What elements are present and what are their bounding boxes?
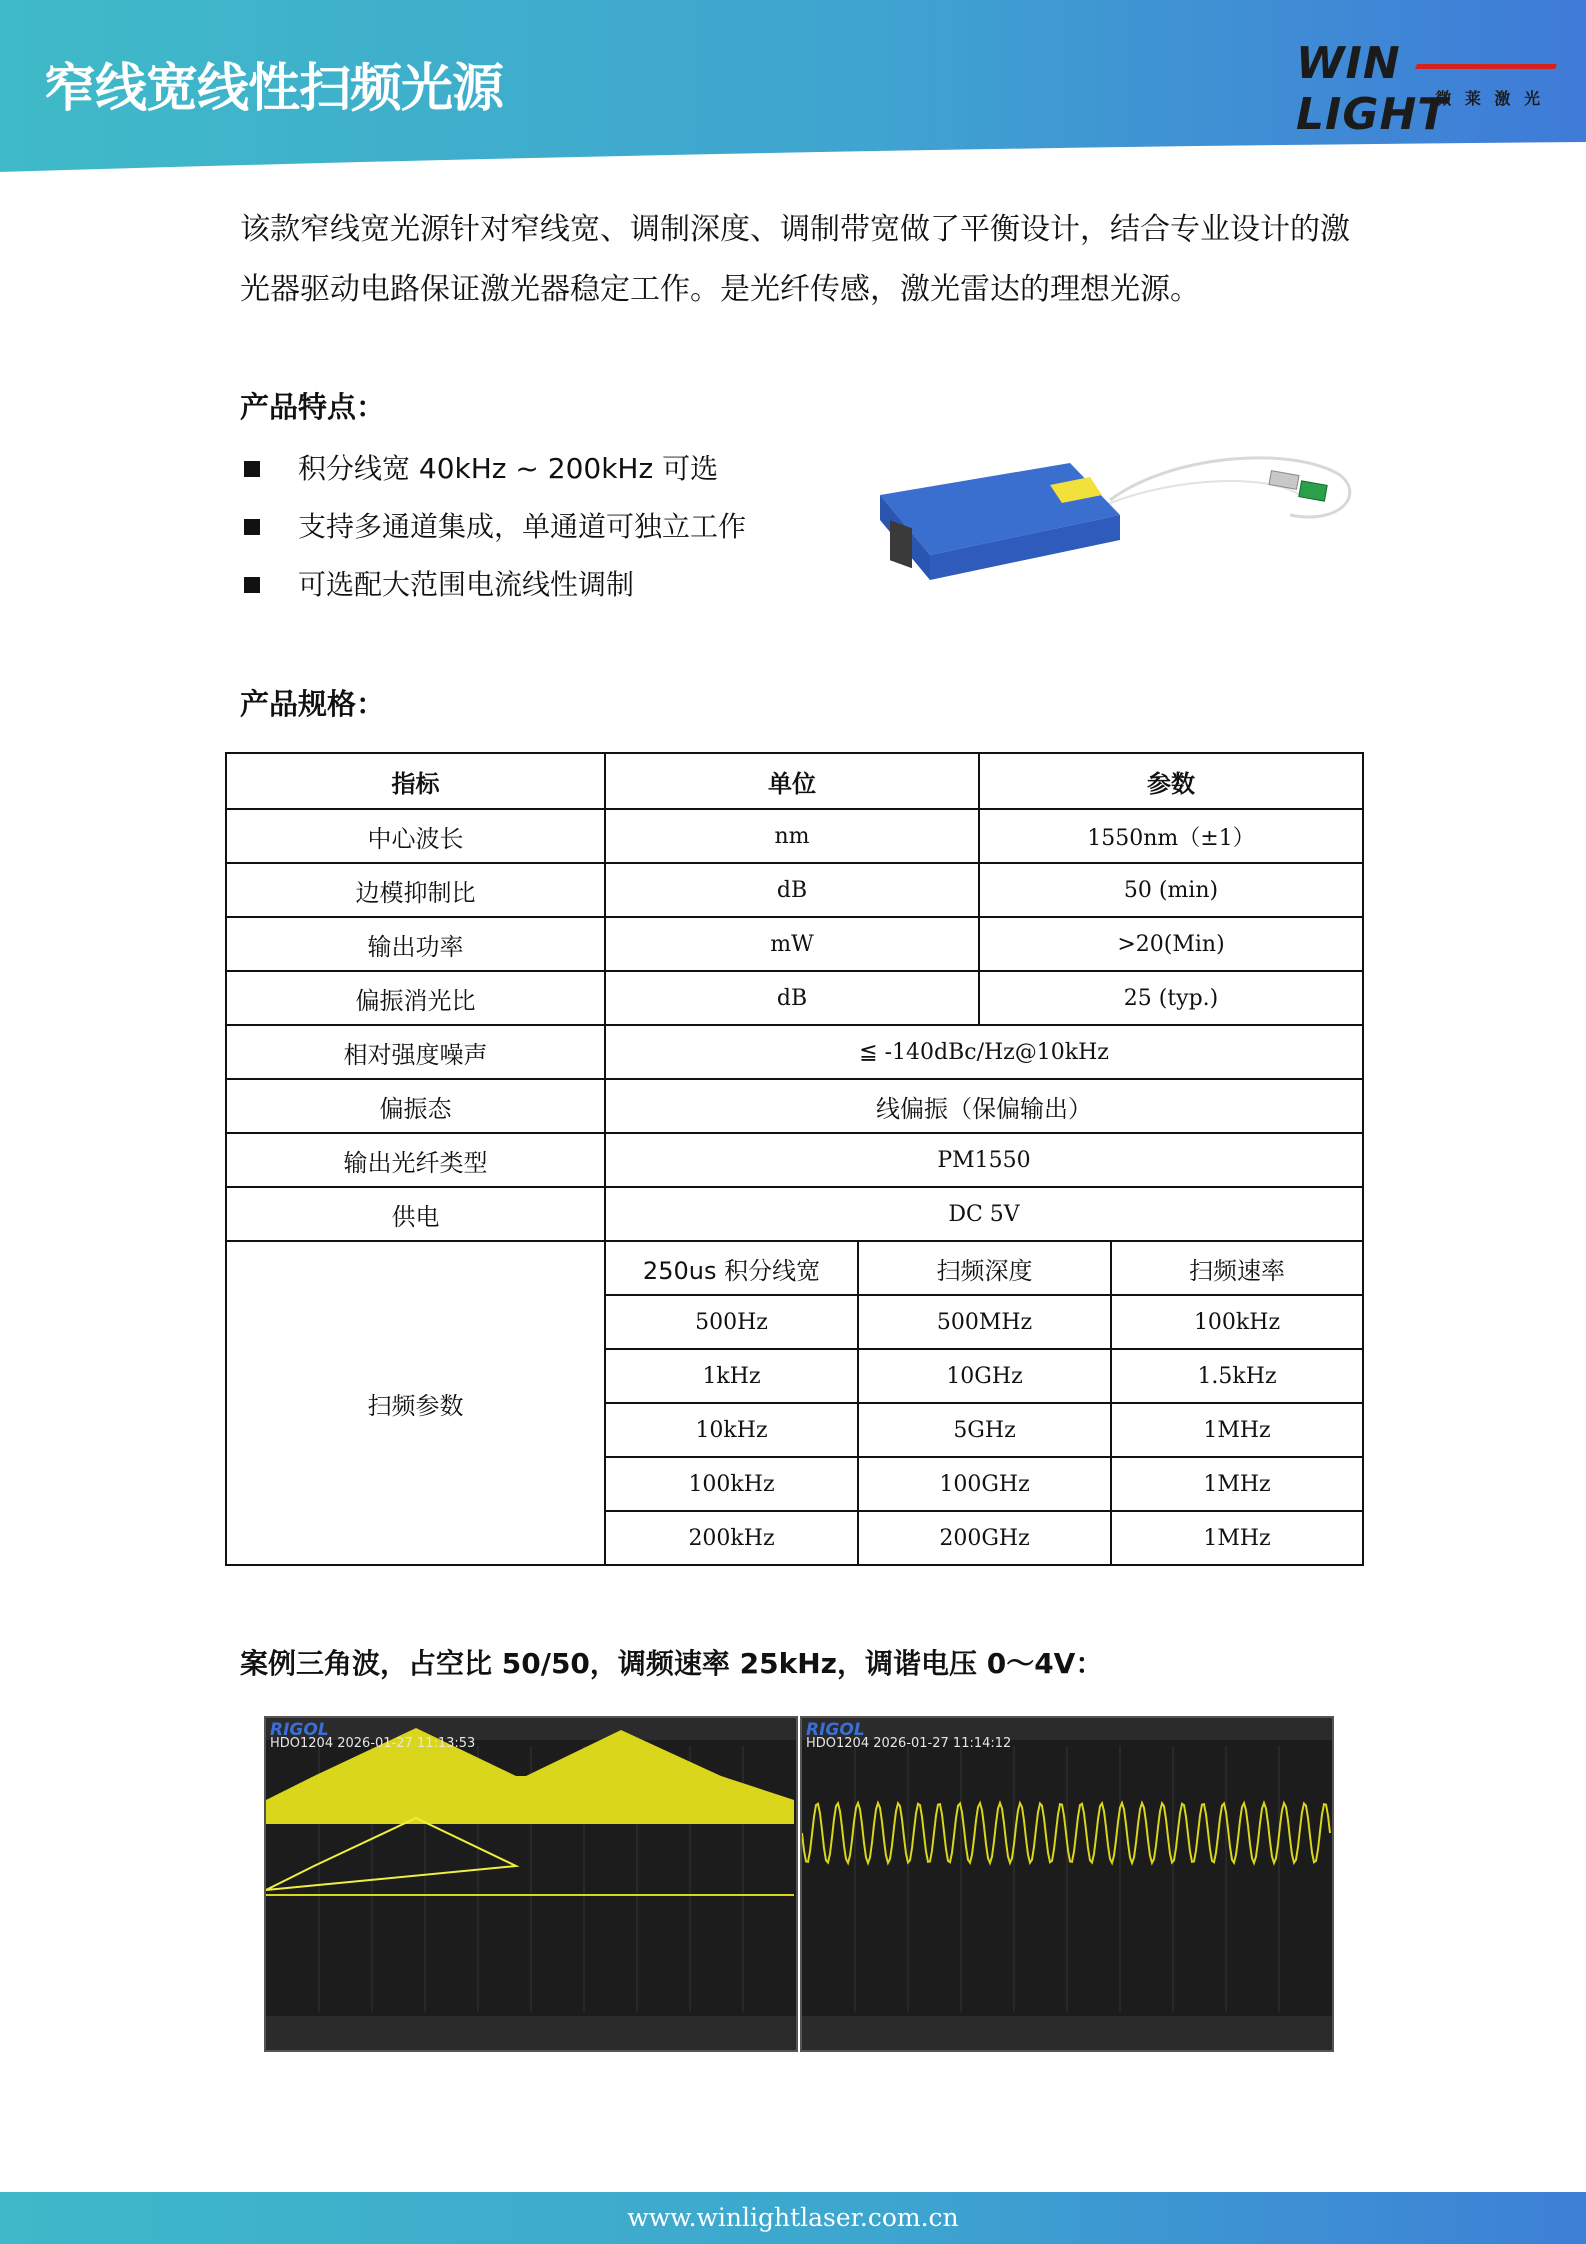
sweep-linewidth: 500Hz xyxy=(605,1295,858,1349)
spec-name: 输出光纤类型 xyxy=(226,1133,605,1187)
header-cell: 参数 xyxy=(979,753,1363,809)
square-bullet-icon xyxy=(244,577,260,593)
spec-value: >20(Min) xyxy=(979,917,1363,971)
brand-logo xyxy=(1296,38,1558,140)
sweep-linewidth: 100kHz xyxy=(605,1457,858,1511)
sweep-depth: 10GHz xyxy=(858,1349,1111,1403)
feature-item: 支持多通道集成，单通道可独立工作 xyxy=(240,498,746,556)
spec-name: 偏振消光比 xyxy=(226,971,605,1025)
spec-name: 偏振态 xyxy=(226,1079,605,1133)
sweep-depth: 500MHz xyxy=(858,1295,1111,1349)
sweep-linewidth: 200kHz xyxy=(605,1511,858,1565)
sine-waveform-plot xyxy=(802,1718,1332,2050)
features-list xyxy=(240,440,746,614)
sweep-header-cell: 250us 积分线宽 xyxy=(605,1241,858,1295)
sweep-header-cell: 扫频深度 xyxy=(858,1241,1111,1295)
oscilloscope-screenshot-sine xyxy=(800,1716,1334,2052)
sweep-rate: 1.5kHz xyxy=(1111,1349,1363,1403)
triangle-waveform-plot xyxy=(266,1718,796,2050)
features-heading: 产品特点： xyxy=(240,390,386,424)
product-image xyxy=(870,445,1360,625)
feature-item: 积分线宽 40kHz ~ 200kHz 可选 xyxy=(240,440,746,498)
table-row xyxy=(226,863,1363,917)
spec-table xyxy=(225,752,1364,1566)
sweep-header-row xyxy=(226,1241,1363,1295)
specs-heading: 产品规格： xyxy=(240,687,386,721)
sweep-rate: 1MHz xyxy=(1111,1457,1363,1511)
table-row xyxy=(226,1133,1363,1187)
spec-name: 供电 xyxy=(226,1187,605,1241)
spec-name: 相对强度噪声 xyxy=(226,1025,605,1079)
scope-timestamp: HDO1204 2026-01-27 11:14:12 xyxy=(806,1736,1012,1751)
intro-paragraph: 该款窄线宽光源针对窄线宽、调制深度、调制带宽做了平衡设计，结合专业设计的激光器驱动电路保证激光器稳定工作。是光纤传感，激光雷达的理想光源。 xyxy=(240,212,1350,307)
square-bullet-icon xyxy=(244,519,260,535)
logo-subtitle: 微 莱 激 光 xyxy=(1435,89,1544,108)
spec-unit: dB xyxy=(605,971,979,1025)
square-bullet-icon xyxy=(244,461,260,477)
spec-unit: nm xyxy=(605,809,979,863)
spec-value: 25 (typ.) xyxy=(979,971,1363,1025)
header-cell: 指标 xyxy=(226,753,605,809)
table-row xyxy=(226,971,1363,1025)
spec-value: DC 5V xyxy=(605,1187,1363,1241)
spec-value: 线偏振（保偏输出） xyxy=(605,1079,1363,1133)
table-row xyxy=(226,1079,1363,1133)
footer-website-link[interactable]: www.winlightlaser.com.cn xyxy=(627,2203,959,2232)
sweep-linewidth: 1kHz xyxy=(605,1349,858,1403)
table-row xyxy=(226,1025,1363,1079)
spec-name: 中心波长 xyxy=(226,809,605,863)
spec-unit: dB xyxy=(605,863,979,917)
sweep-depth: 5GHz xyxy=(858,1403,1111,1457)
sweep-rate: 1MHz xyxy=(1111,1511,1363,1565)
page-footer xyxy=(0,2192,1586,2244)
scope-brand: RIGOL xyxy=(806,1720,865,1740)
case-heading: 案例三角波，占空比 50/50，调频速率 25kHz，调谐电压 0～4V： xyxy=(240,1647,1104,1680)
spec-unit: mW xyxy=(605,917,979,971)
spec-value: ≦ -140dBc/Hz@10kHz xyxy=(605,1025,1363,1079)
sweep-depth: 200GHz xyxy=(858,1511,1111,1565)
spec-value: PM1550 xyxy=(605,1133,1363,1187)
scope-brand: RIGOL xyxy=(270,1720,329,1740)
table-row xyxy=(226,917,1363,971)
sine-trace xyxy=(802,1803,1330,1863)
sweep-rate: 100kHz xyxy=(1111,1295,1363,1349)
logo-red-stripe xyxy=(1415,64,1557,69)
oscilloscope-screenshot-triangle xyxy=(264,1716,798,2052)
header-cell: 单位 xyxy=(605,753,979,809)
logo-text: WIN LIGHT xyxy=(1296,38,1449,140)
page-title: 窄线宽线性扫频光源 xyxy=(44,59,504,119)
feature-item: 可选配大范围电流线性调制 xyxy=(240,556,746,614)
sweep-rate: 1MHz xyxy=(1111,1403,1363,1457)
table-row xyxy=(226,809,1363,863)
spec-name: 输出功率 xyxy=(226,917,605,971)
scope-timestamp: HDO1204 2026-01-27 11:13:53 xyxy=(270,1736,476,1751)
spec-value: 1550nm（±1） xyxy=(979,809,1363,863)
table-header-row xyxy=(226,753,1363,809)
spec-value: 50 (min) xyxy=(979,863,1363,917)
sweep-linewidth: 10kHz xyxy=(605,1403,858,1457)
sweep-depth: 100GHz xyxy=(858,1457,1111,1511)
page-header xyxy=(0,0,1586,180)
sweep-params-label: 扫频参数 xyxy=(226,1241,605,1565)
spec-name: 边模抑制比 xyxy=(226,863,605,917)
table-row xyxy=(226,1187,1363,1241)
sweep-header-cell: 扫频速率 xyxy=(1111,1241,1363,1295)
